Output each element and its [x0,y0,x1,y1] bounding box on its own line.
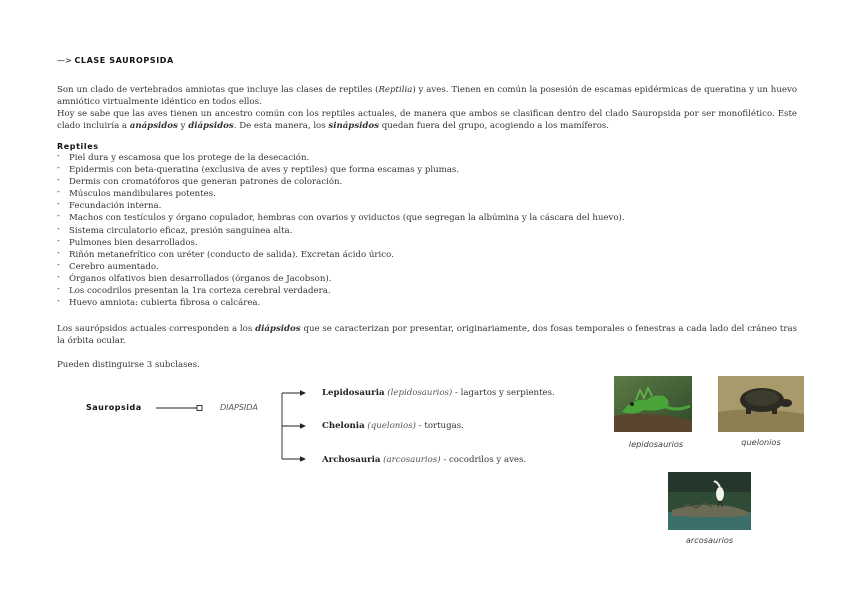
crocodile-photo [668,472,751,530]
reptile-trait-item: - Huevo amniota: cubierta fibrosa o calcárea. [57,297,625,309]
caption-quelonios: quelonios [741,437,781,447]
reptile-trait-item: - Piel dura y escamosa que los protege de la desecación. [57,152,625,164]
reptile-trait-item: - Fecundación interna. [57,200,625,212]
lizard-photo [614,376,692,432]
reptiles-section [57,142,625,309]
reptile-trait-item: - Pulmones bien desarrollados. [57,237,625,249]
reptile-trait-item: - Epidermis con beta-queratina (exclusiva de aves y reptiles) que forma escamas y plumas. [57,164,625,176]
reptile-trait-item: - Dermis con cromatóforos que generan patrones de coloración. [57,176,625,188]
turtle-photo [718,376,804,432]
caption-arcosaurios: arcosaurios [685,535,734,545]
branch-chelonia: Chelonia (quelonios) - tortugas. [322,421,464,431]
cladogram-lines [150,385,310,470]
heading-arrow: —> [57,56,72,65]
section-title: CLASE SAUROPSIDA [74,56,174,65]
reptile-trait-item: - Cerebro aumentado. [57,261,625,273]
node-square [197,406,202,411]
subclasses-intro: Pueden distinguirse 3 subclases. [57,360,200,370]
reptiles-title: Reptiles [57,142,99,151]
reptile-trait-item: - Órganos olfativos bien desarrollados (órganos de Jacobson). [57,273,625,285]
reptiles-traits-list [57,152,625,309]
current-text [57,323,797,347]
intro-text [57,84,797,132]
branch-arrow-3 [300,456,306,462]
branch-arrow-1 [300,390,306,396]
current-paragraph: Los saurópsidos actuales corresponden a los diápsidos que se caracterizan por presentar, originariamente, dos fosas temporales o fenestras a cada lado del cráneo tras la órbita ocular. [57,324,797,346]
branch-archosauria: Archosauria (arcosaurios) - cocodrilos y aves. [322,455,527,465]
reptile-trait-item: - Músculos mandibulares potentes. [57,188,625,200]
diagram-root-label: Sauropsida [86,403,142,412]
reptile-trait-item: - Riñón metanefrítico con uréter (conducto de salida). Excretan ácido úrico. [57,249,625,261]
reptile-trait-item: - Los cocodrilos presentan la 1ra corteza cerebral verdadera. [57,285,625,297]
reptile-trait-item: - Sistema circulatorio eficaz, presión sanguínea alta. [57,225,625,237]
branch-arrow-2 [300,423,306,429]
branch-lepidosauria: Lepidosauria (lepidosaurios) - lagartos y serpientes. [322,388,555,398]
section-heading [57,56,174,66]
caption-lepidosaurios: lepidosaurios [628,439,684,449]
intro-paragraph-2: Hoy se sabe que las aves tienen un ancestro común con los reptiles actuales, de manera que ambos se clasifican dentro del clado Sauropsida por ser monofilético. Este clado incluiría a anápsidos y diápsidos. De esta manera, los sinápsidos quedan fuera del grupo, acogiendo a los mamíferos. [57,109,797,131]
diagram-node-label: DIAPSIDA [220,403,258,412]
reptile-trait-item: - Machos con testículos y órgano copulador, hembras con ovarios y oviductos (que segregan la albúmina y la cáscara del huevo). [57,212,625,224]
intro-paragraph-1: Son un clado de vertebrados amniotas que incluye las clases de reptiles (Reptilia) y aves. Tienen en común la posesión de escamas epidérmicas de queratina y un huevo amniótico virtualmente idéntico en todos ellos. [57,85,797,107]
